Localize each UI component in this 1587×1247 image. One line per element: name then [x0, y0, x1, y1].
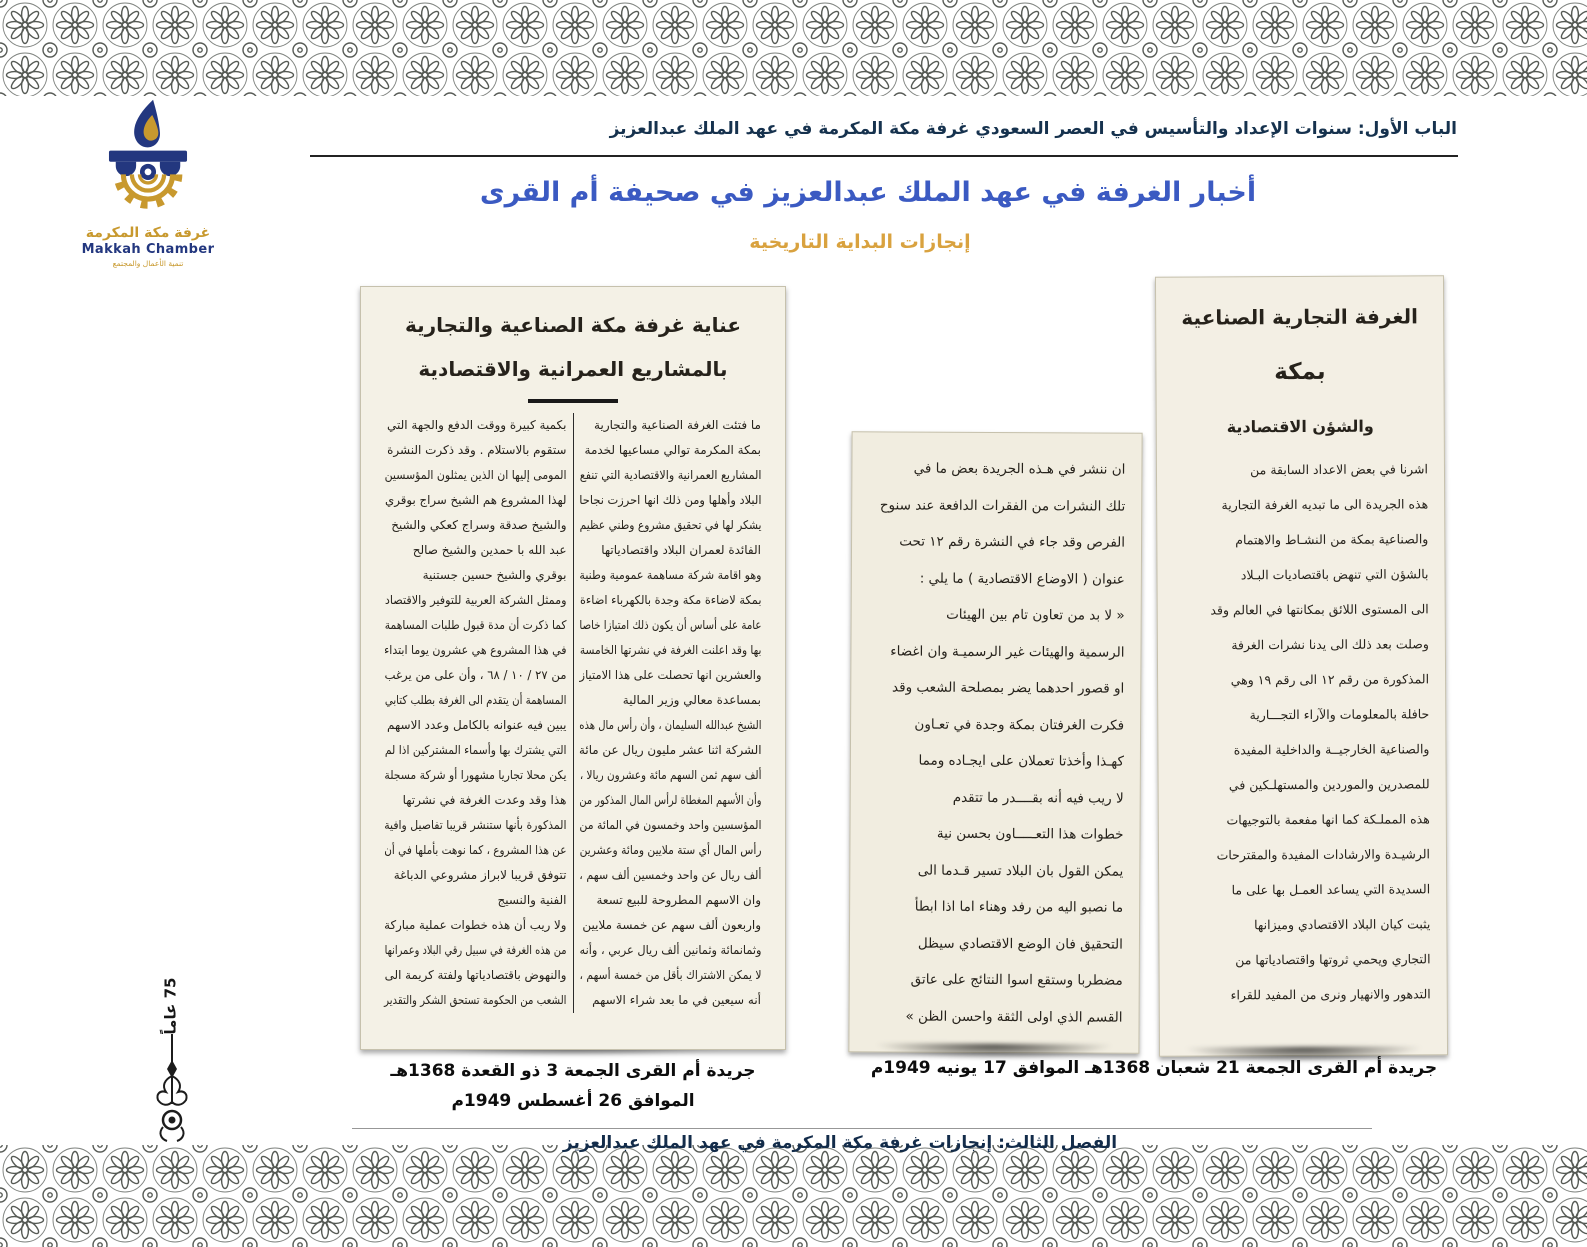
text-line: الشركة اثنا عشر مليون ريال عن مائة [578, 743, 761, 757]
text-line: التي يشترك بها وأسماء المشتركين اذا لم [384, 743, 567, 757]
text-line: يكن محلا تجاريا مشهورا أو شركة مسجلة [384, 768, 567, 782]
text-line: القسم الذي اولى الثقة واحسن الظن » [905, 1008, 1123, 1026]
text-line: المشاريع العمرانية والاقتصادية التي تنفع [579, 468, 761, 482]
text-line: عناية غرفة مكة الصناعية والتجارية [404, 313, 742, 337]
text-line: في هذا المشروع هي عشرون يوما ابتداء [384, 643, 567, 657]
text-line: « لا بد من تعاون تام بين الهيئات [946, 606, 1125, 624]
text-line: والشؤن الاقتصادية [1226, 416, 1374, 437]
text-line: الرشيـدة والارشادات المفيدة والمقترحات [1216, 846, 1431, 863]
text-line: الفائدة لعمران البلاد واقتصادياتها [601, 543, 761, 557]
text-line: الفرص وقد جاء في النشرة رقم ١٢ تحت [899, 533, 1126, 551]
text-line: عبد الله با حمدين والشيخ صالح [412, 543, 567, 557]
text-line: والعشرين انها تحصلت على هذا الامتياز [579, 668, 761, 682]
years-marker: 75 عاماً [161, 977, 179, 1035]
text-line: كهـذا وأخذتا تعملان على ايجـاده ومما [918, 752, 1124, 770]
geometric-pattern-band-top [0, 0, 1587, 96]
text-line: التجاري ويحمي ثروتها واقتصادياتها من [1235, 951, 1431, 968]
text-line: فكرت الغرفتان بمكة وجدة في تعـاون [914, 716, 1125, 734]
text-line: من ٢٧ / ١٠ / ٦٨ ، وأن على من يرغب [384, 668, 567, 682]
text-line: من هذه الغرفة في سبيل رقي البلاد وعمرانها [384, 943, 567, 957]
text-line: والنهوض باقتصادياتها ولفتة كريمة الى [384, 968, 567, 982]
text-line: ان ننشر في هـذه الجريدة بعض ما في [913, 460, 1126, 478]
text-line: عنوان ( الاوضاع الاقتصادية ) ما يلي : [919, 570, 1125, 588]
text-line: يثبت كيان البلاد الاقتصادي وميزانها [1254, 916, 1431, 933]
calligraphic-ornament-icon [150, 1032, 194, 1144]
newspaper-clipping-middle [848, 431, 1142, 1054]
text-line: للمصدرين والموردين والمستهلـكين في [1228, 776, 1430, 793]
text-line: لهذا المشروع هم الشيخ سراج بوقري [384, 493, 567, 507]
text-line: وممثل الشركة العربية للتوفير والاقتصاد [384, 593, 567, 607]
makkah-chamber-logo-icon [92, 96, 204, 224]
caption-line: جريدة أم القرى الجمعة 3 ذو القعدة 1368هـ [390, 1061, 756, 1081]
text-line: رأس المال أي ستة ملايين ومائة وعشرين [579, 843, 761, 857]
text-line: البلاد وأهلها ومن ذلك انها احرزت نجاحا [578, 493, 761, 507]
text-line: لا ريب فيه أنه بقــــدر ما تتقدم [952, 789, 1124, 807]
header-divider [310, 155, 1458, 157]
text-line: وثمانمائة وثمانين ألف ريال عربي ، وأنه [579, 943, 761, 957]
text-line: ما نصبو اليه من رفد وهناء اما اذا ابطأ [914, 898, 1124, 916]
geometric-pattern-band-bottom [0, 1145, 1587, 1247]
text-line: اشرنا في بعض الاعداد السابقة من [1250, 461, 1429, 478]
text-line: الفنية والنسيج [497, 893, 567, 907]
text-line: ما فتئت الغرفة الصناعية والتجارية [594, 418, 761, 432]
text-line: بكمية كبيرة ووقت الدفع والجهة التي [386, 418, 567, 432]
logo-english-name: Makkah Chamber [81, 242, 215, 257]
text-line: وصلت بعد ذلك الى يدنا نشرات الغرفة [1231, 636, 1429, 653]
clipping-column-right [573, 413, 768, 1013]
caption-left-clipping [363, 1056, 783, 1116]
text-line: أنه سيعين في ما بعد شراء الاسهم [592, 993, 761, 1007]
text-line: هذه الجريدة الى ما تبديه الغرفة التجارية [1221, 496, 1429, 513]
clipping-body [865, 450, 1125, 1035]
text-line: تلك النشرات من الفقرات الدافعة عند سنوح [879, 496, 1126, 515]
text-line: حافلة بالمعلومات والآراء التجـــارية [1249, 706, 1430, 723]
footer-divider [352, 1128, 1372, 1129]
caption-right-clippings: جريدة أم القرى الجمعة 21 شعبان 1368هـ الموافق 17 يونيه 1949م [870, 1058, 1438, 1078]
footer-chapter-title: الفصل الثالث: إنجازات غرفة مكة المكرمة في عهد الملك عبدالعزيز [562, 1133, 1118, 1153]
text-line: والصناعية الخارجيــة والداخلية المفيدة [1233, 741, 1430, 758]
text-line: التدهور والانهيار ونرى من المفيد للقراء [1230, 986, 1431, 1003]
text-line: بوقري والشيخ حسين جستنية [422, 568, 567, 582]
text-line: عن هذا المشروع ، كما نوهت بأملها في أن [384, 843, 567, 857]
headline-separator [528, 399, 618, 403]
text-line: ألف سهم ثمن السهم مائة وعشرون ريالا ، [579, 768, 761, 782]
makkah-chamber-logo [80, 96, 216, 270]
text-line: بمكة لاضاءة مكة وجدة بالكهرباء اضاءة [579, 593, 761, 607]
text-line: بالشؤن التي تنهض باقتصاديات البـلاد [1240, 566, 1429, 583]
text-line: التحقيق فان الوضع الاقتصادي سيظل [917, 935, 1123, 953]
page-title: أخبار الغرفة في عهد الملك عبدالعزيز في صحيفة أم القرى [479, 177, 1257, 208]
text-line: عامة على أساس أن يكون ذلك امتيازا خاصا [578, 618, 761, 632]
text-line: الغرفة التجارية الصناعية [1181, 304, 1419, 330]
text-line: وان الاسهم المطروحة للبيع تسعة [596, 893, 761, 907]
text-line: يشكر لها في تحقيق مشروع وطني عظيم [579, 518, 761, 532]
text-line: المذكورة بأنها ستنشر قريبا تفاصيل وافية [384, 818, 567, 832]
caption-line: الموافق 26 أغسطس 1949م [451, 1091, 695, 1111]
clipping-headline [1172, 304, 1428, 436]
text-line: كما ذكرت أن مدة قبول طلبات المساهمة [384, 618, 567, 632]
chapter-header: الباب الأول: سنوات الإعداد والتأسيس في العصر السعودي غرفة مكة المكرمة في عهد الملك عبدالعزيز [609, 119, 1457, 139]
text-line: لا يمكن الاشتراك بأقل من خمسة أسهم ، [579, 968, 761, 982]
text-line: هذه المملـكة كما انها مفعمة بالتوجيهات [1226, 811, 1430, 828]
text-line: بالمشاريع العمرانية والاقتصادية [418, 357, 728, 381]
text-line: الى المستوى اللائق بمكانتها في العالم وقد [1210, 601, 1429, 618]
text-line: ولا ريب أن هذه خطوات عملية مباركة [384, 918, 567, 932]
text-line: المؤسسين واحد وخمسون في المائة من [578, 818, 761, 832]
text-line: الشيخ عبدالله السليمان ، وأن رأس مال هذه [578, 718, 761, 732]
text-line: المذكورة من رقم ١٢ الى رقم ١٩ وهي [1230, 671, 1430, 688]
text-line: والشيخ صدقة وسراج كعكي والشيخ [391, 518, 567, 532]
page-subtitle: إنجازات البداية التاريخية [749, 231, 971, 253]
text-line: وهو اقامة شركة مساهمة عمومية وطنية [578, 568, 761, 582]
text-line: واربعون ألف سهم عن خمسة ملايين [582, 918, 761, 932]
text-line: المساهمة أن يتقدم الى الغرفة بطلب كتابي [384, 693, 567, 707]
clipping-headline [379, 303, 767, 391]
text-line: يمكن القول بان البلاد تسير قـدما الى [917, 862, 1124, 880]
text-line: والصناعية بمكة من النشـاط والاهتمام [1235, 531, 1429, 548]
text-line: تتوفق قريبا لابراز مشروعي الدباغة [393, 868, 567, 882]
newspaper-clipping-right [1155, 275, 1448, 1057]
text-line: هذا وقد وعدت الغرفة في نشرتها [402, 793, 567, 807]
text-line: ستقوم بالاستلام . وقد ذكرت النشرة [387, 443, 567, 457]
clipping-body [1173, 451, 1431, 1012]
clipping-column-left [379, 413, 573, 1013]
text-line: او قصور احدهما يضر بمصلحة الشعب وقد [892, 679, 1125, 697]
text-line: يبين فيه عنوانه بالكامل وعدد الاسهم [387, 718, 567, 732]
text-line: ألف ريال عن واحد وخمسين ألف سهم ، [578, 868, 761, 882]
text-line: المومى إليها ان الذين يمثلون المؤسسين [384, 468, 567, 482]
text-line: خطوات هذا التعـــــاون بحسن نية [936, 825, 1124, 843]
flame-icon [134, 100, 160, 148]
text-line: الشعب من الحكومة تستحق الشكر والتقدير [384, 993, 567, 1007]
text-line: بمكة المكرمة توالي مساعيها لخدمة [584, 443, 761, 457]
text-line: بمساعدة معالي وزير المالية [622, 693, 761, 707]
text-line: بها وقد اعلنت الغرفة في نشرتها الخامسة [579, 643, 761, 657]
logo-tagline: تنمية الأعمال والمجتمع [112, 259, 184, 268]
text-line: بمكة [1274, 358, 1326, 386]
text-line: الرسمية والهيئات غير الرسميـة وان اغضاء [890, 642, 1125, 661]
logo-arabic-name: غرفة مكة المكرمة [85, 225, 211, 241]
newspaper-clipping-left [360, 286, 786, 1050]
text-line: وأن الأسهم المغطاة لرأس المال المذكور من [578, 793, 761, 807]
text-line: مضطربا وستقع اسوا النتائج على عاتق [910, 971, 1123, 989]
clipping-columns [379, 413, 767, 1013]
text-line: السديدة التي يساعد العمـل بها على ما [1231, 881, 1431, 898]
